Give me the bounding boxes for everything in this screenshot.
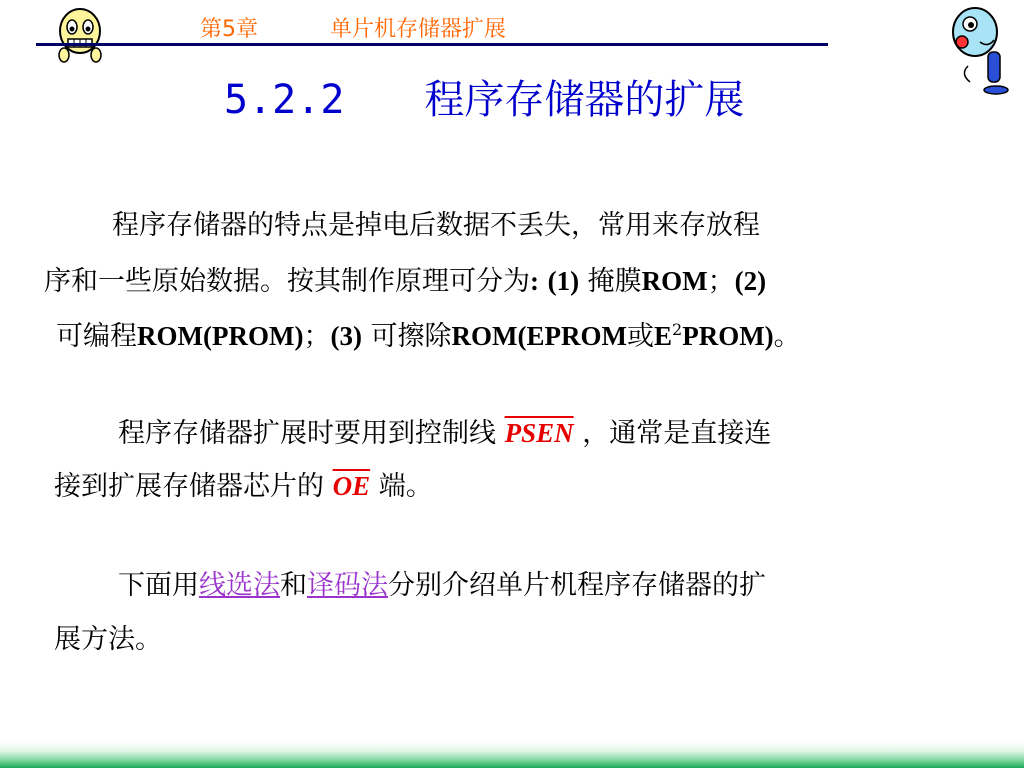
paragraph2-line1-tail: ，通常是直接连 bbox=[582, 418, 772, 449]
section-number: 5.2.2 bbox=[224, 77, 345, 123]
cartoon-figure-icon bbox=[940, 2, 1020, 97]
paragraph1-mask: 掩膜 bbox=[587, 266, 642, 297]
oe-signal: $\overline{OE}$ bbox=[332, 471, 371, 501]
section-heading bbox=[224, 72, 814, 128]
paragraph1-sep1: ； bbox=[707, 266, 735, 297]
paragraph1-prom2: PROM) bbox=[682, 321, 774, 351]
paragraph1-item1: (1) bbox=[547, 266, 580, 296]
paragraph1-end: 。 bbox=[773, 321, 801, 352]
paragraph1-erase: 可擦除 bbox=[370, 321, 452, 352]
paragraph1-sep2: ； bbox=[303, 321, 331, 352]
chapter-label: 第5章 bbox=[200, 17, 258, 42]
paragraph1-line2-text: 序和一些原始数据。按其制作原理可分为 bbox=[44, 266, 530, 297]
paragraph1-e: E bbox=[654, 321, 673, 351]
line-select-link[interactable]: 线选法 bbox=[199, 570, 280, 601]
paragraph1-rom: ROM bbox=[641, 266, 708, 296]
paragraph3-line1 bbox=[118, 572, 766, 599]
paragraph1-item2: (2) bbox=[734, 266, 767, 296]
paragraph1-prom: ROM(PROM) bbox=[137, 321, 304, 351]
paragraph1-prog: 可编程 bbox=[56, 321, 137, 352]
paragraph2-line1-text: 程序存储器扩展时要用到控制线 bbox=[118, 418, 496, 449]
decoder-link[interactable]: 译码法 bbox=[307, 570, 388, 601]
paragraph1-line3 bbox=[56, 322, 801, 350]
paragraph3-and: 和 bbox=[280, 570, 307, 601]
paragraph3-lead: 下面用 bbox=[118, 570, 199, 601]
paragraph2-line2-text: 接到扩展存储器芯片的 bbox=[54, 471, 324, 502]
paragraph3-line2: 展方法。 bbox=[54, 624, 162, 655]
paragraph3-line1-tail: 分别介绍单片机程序存储器的扩 bbox=[388, 570, 766, 601]
cartoon-face-icon bbox=[50, 5, 110, 65]
header-divider bbox=[36, 43, 828, 46]
footer-gradient-bar bbox=[0, 742, 1024, 768]
paragraph1-eprom: ROM(EPROM bbox=[451, 321, 627, 351]
paragraph2-line2-tail: 端。 bbox=[378, 471, 433, 502]
paragraph1-superscript: 2 bbox=[672, 320, 683, 339]
paragraph2-line1 bbox=[118, 420, 771, 447]
paragraph1-line2 bbox=[44, 268, 766, 295]
section-title: 程序存储器的扩展 bbox=[424, 77, 745, 123]
psen-signal: PSEN bbox=[504, 418, 574, 448]
paragraph1-line1: 程序存储器的特点是掉电后数据不丢失，常用来存放程 bbox=[112, 210, 760, 241]
paragraph1-or: 或 bbox=[627, 321, 654, 352]
chapter-title: 单片机存储器扩展 bbox=[330, 17, 507, 42]
paragraph2-line2 bbox=[54, 473, 433, 500]
paragraph1-colon: : bbox=[530, 266, 539, 296]
paragraph1-item3: (3) bbox=[330, 321, 362, 351]
